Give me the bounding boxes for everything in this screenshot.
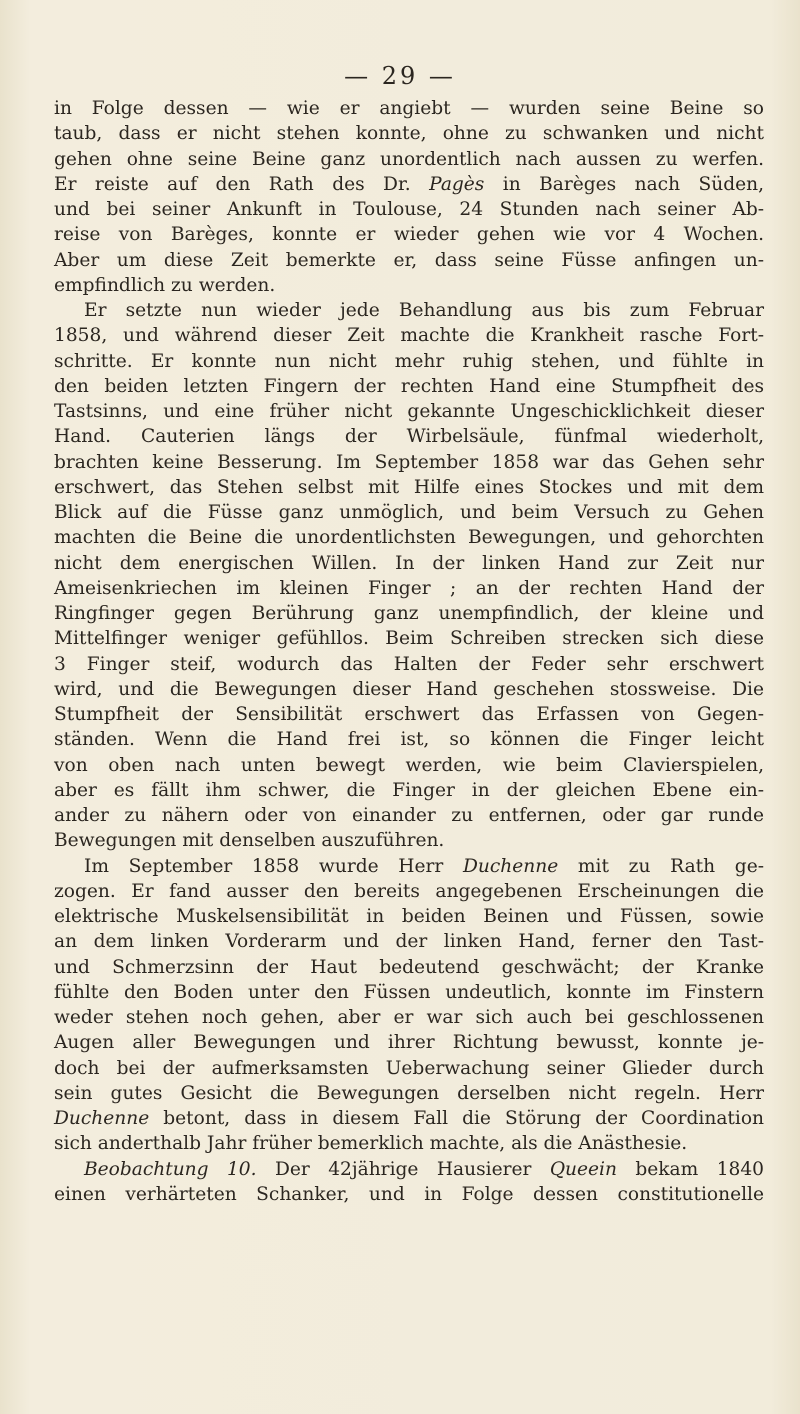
text-line: einen verhärteten Schanker, und in Folge dessen constitutionelle [54, 1183, 764, 1205]
text-line: zogen. Er fand ausser den bereits angegebenen Erscheinungen die [54, 880, 764, 902]
text-segment: mit zu Rath ge- [558, 855, 764, 877]
text-line: gehen ohne seine Beine ganz unordentlich nach aussen zu werfen. [54, 148, 764, 170]
text-line: und Schmerzsinn der Haut bedeutend geschwächt; der Kranke [54, 956, 764, 978]
text-line: Ameisenkriechen im kleinen Finger ; an der rechten Hand der [54, 577, 764, 599]
text-line [54, 1157, 764, 1182]
text-line: von oben nach unten bewegt werden, wie beim Clavierspielen, [54, 754, 764, 776]
text-line: Tastsinns, und eine früher nicht gekannte Ungeschicklichkeit dieser [54, 401, 764, 422]
italic-text: Duchenne [54, 1108, 150, 1129]
text-line: an dem linken Vorderarm und der linken Hand, ferner den Tast- [54, 931, 764, 953]
text-segment: Der 42jährige Hausierer [256, 1158, 550, 1180]
text-line: reise von Barèges, konnte er wieder gehen wie vor 4 Wochen. [54, 224, 764, 246]
text-line: Hand. Cauterien längs der Wirbelsäule, fünfmal wiederholt, [54, 426, 764, 448]
text-line: schritte. Er konnte nun nicht mehr ruhig stehen, und fühlte in [54, 350, 764, 372]
text-line: sein gutes Gesicht die Bewegungen derselben nicht regeln. Herr [54, 1082, 764, 1104]
text-line: Er setzte nun wieder jede Behandlung aus bis zum Februar [84, 300, 764, 321]
text-line: aber es fällt ihm schwer, die Finger in der gleichen Ebene ein- [54, 779, 764, 801]
text-line [54, 854, 764, 879]
text-line: und bei seiner Ankunft in Toulouse, 24 Stunden nach seiner Ab- [54, 199, 764, 220]
italic-text: Pagès [429, 173, 485, 195]
text-line: taub, dass er nicht stehen konnte, ohne zu schwanken und nicht [54, 123, 764, 145]
text-line: brachten keine Besserung. Im September 1858 war das Gehen sehr [54, 451, 764, 473]
text-segment: Im September 1858 wurde Herr [84, 855, 463, 877]
text-line: Bewegungen mit denselben auszuführen. [54, 830, 445, 852]
text-line: sich anderthalb Jahr früher bemerklich machte, als die Anästhesie. [54, 1133, 688, 1155]
text-line: doch bei der aufmerksamsten Ueberwachung seiner Glieder durch [54, 1057, 764, 1079]
text-line: Blick auf die Füsse ganz unmöglich, und beim Versuch zu Gehen [54, 502, 764, 523]
text-line: Aber um diese Zeit bemerkte er, dass seine Füsse anfingen un- [54, 249, 764, 271]
text-line: ständen. Wenn die Hand frei ist, so können die Finger leicht [54, 729, 764, 751]
text-line: den beiden letzten Fingern der rechten Hand eine Stumpfheit des [54, 375, 764, 397]
text-line: erschwert, das Stehen selbst mit Hilfe eines Stockes und mit dem [54, 476, 764, 498]
text-line: Stumpfheit der Sensibilität erschwert das Erfassen von Gegen- [54, 704, 764, 725]
text-line: ander zu nähern oder von einander zu entfernen, oder gar runde [54, 805, 764, 826]
page-number: — 29 — [344, 62, 456, 90]
text-segment: in Barèges nach Süden, [484, 173, 764, 195]
italic-text: Duchenne [463, 855, 559, 877]
text-line: in Folge dessen — wie er angiebt — wurden seine Beine so [54, 98, 764, 119]
text-line: 1858, und während dieser Zeit machte die Krankheit rasche Fort- [54, 325, 764, 347]
text-segment: bekam 1840 [616, 1158, 765, 1180]
text-line: empfindlich zu werden. [54, 274, 276, 296]
italic-text: Beobachtung 10. [84, 1158, 257, 1180]
text-line [54, 1106, 764, 1131]
text-line: nicht dem energischen Willen. In der linken Hand zur Zeit nur [54, 552, 764, 574]
text-line: Augen aller Bewegungen und ihrer Richtung bewusst, konnte je- [54, 1032, 764, 1054]
text-segment: betont, dass in diesem Fall die Störung der Coordination [149, 1108, 764, 1129]
text-segment: Er reiste auf den Rath des Dr. [54, 173, 430, 195]
body-text [54, 96, 764, 1207]
text-line: wird, und die Bewegungen dieser Hand geschehen stossweise. Die [54, 678, 764, 700]
text-line [54, 172, 764, 197]
text-line: 3 Finger steif, wodurch das Halten der Feder sehr erschwert [54, 653, 764, 675]
text-line: fühlte den Boden unter den Füssen undeutlich, konnte im Finstern [54, 981, 764, 1003]
italic-text: Queein [549, 1158, 617, 1180]
text-line: Mittelfinger weniger gefühllos. Beim Schreiben strecken sich diese [54, 628, 764, 650]
text-line: machten die Beine die unordentlichsten Bewegungen, und gehorchten [54, 527, 764, 549]
text-line: elektrische Muskelsensibilität in beiden Beinen und Füssen, sowie [54, 906, 764, 927]
text-line: Ringfinger gegen Berührung ganz unempfindlich, der kleine und [54, 603, 764, 624]
text-line: weder stehen noch gehen, aber er war sich auch bei geschlossenen [54, 1007, 764, 1028]
